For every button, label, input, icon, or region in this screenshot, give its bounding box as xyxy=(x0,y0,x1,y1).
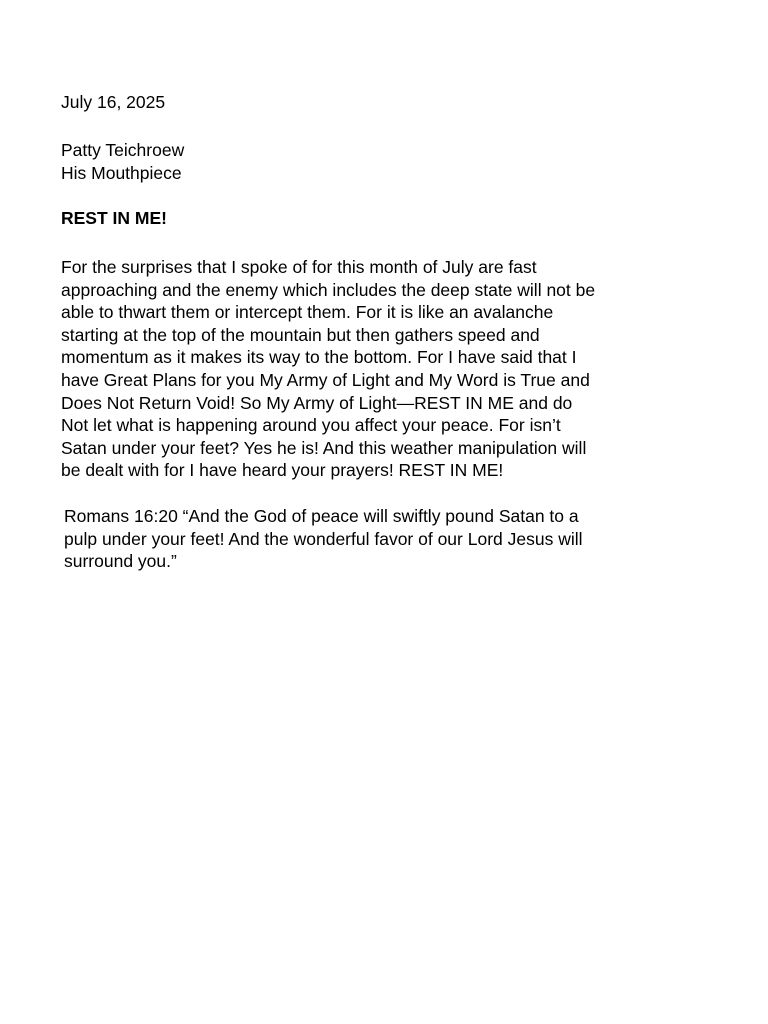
body-line: Not let what is happening around you affect your peace. For isn’t xyxy=(61,415,561,436)
body-line: momentum as it makes its way to the bottom. For I have said that I xyxy=(61,347,577,368)
body-line: Satan under your feet? Yes he is! And this weather manipulation will xyxy=(61,437,587,458)
body-line: For the surprises that I spoke of for this month of July are fast xyxy=(61,257,537,277)
verse-line: surround you.” xyxy=(64,551,177,572)
document-date: July 16, 2025 xyxy=(61,92,166,112)
author-block xyxy=(61,139,184,185)
body-line: able to thwart them or intercept them. For it is like an avalanche xyxy=(61,302,554,323)
verse-line: pulp under your feet! And the wonderful favor of our Lord Jesus will xyxy=(64,528,583,549)
body-line: starting at the top of the mountain but then gathers speed and xyxy=(61,324,540,345)
body-line: approaching and the enemy which includes the deep state will not be xyxy=(61,279,596,300)
body-line: have Great Plans for you My Army of Light and My Word is True and xyxy=(61,369,590,390)
document-heading: REST IN ME! xyxy=(61,208,167,228)
body-line: be dealt with for I have heard your prayers! REST IN ME! xyxy=(61,460,504,481)
message-body xyxy=(61,256,595,482)
author-title: His Mouthpiece xyxy=(61,163,182,183)
verse-line: Romans 16:20 “And the God of peace will swiftly pound Satan to a xyxy=(64,506,579,526)
author-name: Patty Teichroew xyxy=(61,140,185,160)
scripture-quote xyxy=(64,505,583,573)
body-line: Does Not Return Void! So My Army of Light—REST IN ME and do xyxy=(61,392,573,413)
